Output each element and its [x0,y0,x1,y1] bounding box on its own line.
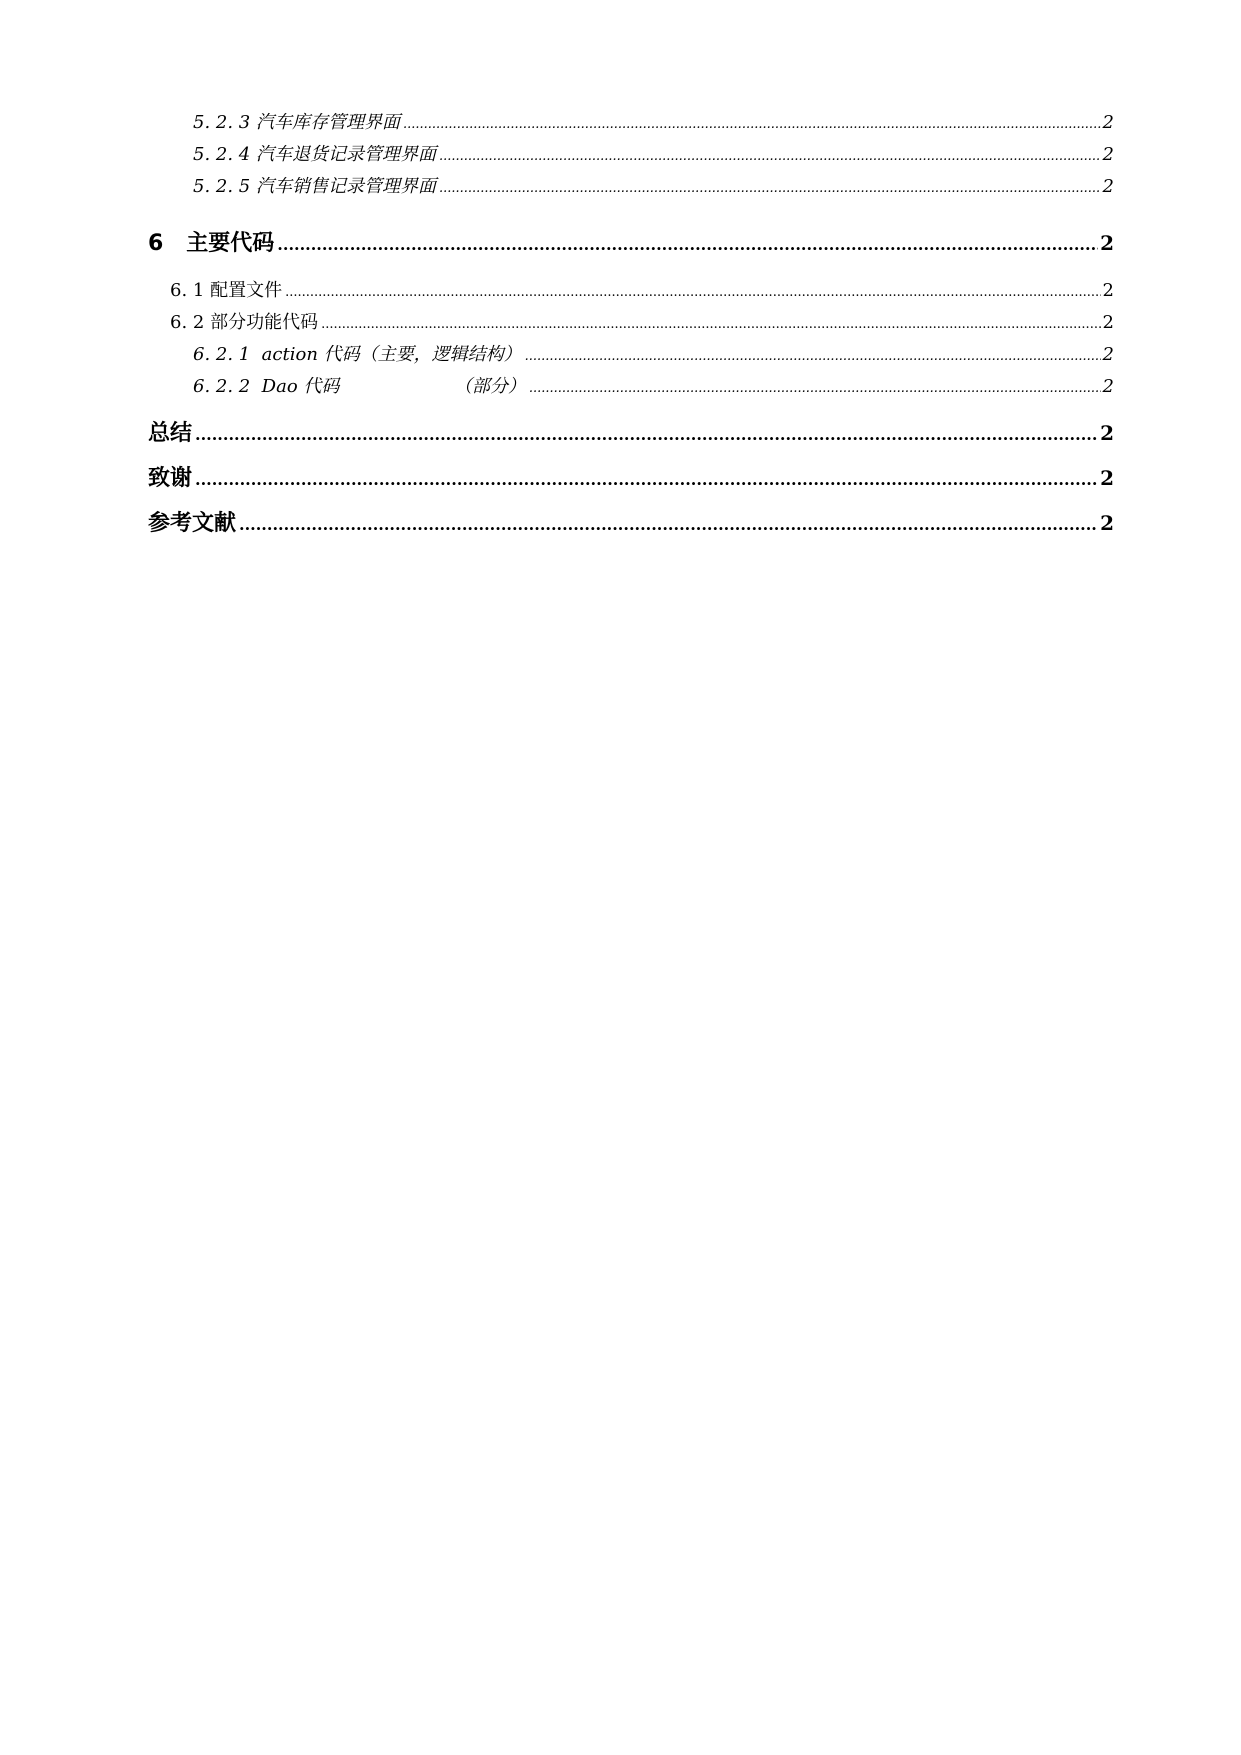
toc-entry-6-1[interactable] [170,276,1114,300]
toc-entry-label: 致谢 [148,466,193,491]
toc-page-number: 2 [1102,376,1114,397]
dot-leader [195,425,1098,444]
toc-page-number: 2 [1102,176,1114,197]
dot-leader [525,349,1101,364]
toc-entry-6-2-2[interactable] [193,372,1114,396]
toc-page-number: 2 [1102,312,1114,333]
dot-leader [321,317,1100,332]
toc-entry-label: 6. 2. 1 action 代码（主要，逻辑结构） [193,344,522,365]
toc-entry-acknowledgements[interactable] [148,461,1114,489]
toc-entry-label: 6. 1 配置文件 [170,280,283,301]
toc-entry-label: 参考文献 [148,511,237,536]
toc-entry-5-2-3[interactable] [193,108,1114,132]
toc-entry-5-2-5[interactable] [193,172,1114,196]
toc-entry-summary[interactable] [148,416,1114,444]
toc-page-number: 2 [1102,280,1114,301]
dot-leader [239,515,1098,534]
dot-leader [195,470,1098,489]
toc-page-number: 2 [1100,231,1114,255]
dot-leader [277,235,1098,254]
toc-entry-6-2[interactable] [170,308,1114,332]
toc-entry-5-2-4[interactable] [193,140,1114,164]
toc-entry-label: 6 主要代码 [148,231,275,256]
toc-entry-label: 5. 2. 4 汽车退货记录管理界面 [193,144,436,165]
toc-page-number: 2 [1102,112,1114,133]
toc-page-number: 2 [1100,466,1114,490]
toc-entry-label: 总结 [148,421,193,446]
dot-leader [403,117,1101,132]
toc-entry-label: 6. 2 部分功能代码 [170,312,319,333]
toc-page-number: 2 [1102,144,1114,165]
dot-leader [439,181,1101,196]
toc-entry-label: 5. 2. 3 汽车库存管理界面 [193,112,400,133]
toc-entry-label: 5. 2. 5 汽车销售记录管理界面 [193,176,436,197]
toc-page-number: 2 [1100,421,1114,445]
dot-leader [439,149,1101,164]
toc-page-number: 2 [1100,511,1114,535]
dot-leader [285,285,1100,300]
toc-entry-references[interactable] [148,506,1114,534]
dot-leader [529,381,1101,396]
toc-entry-6-2-1[interactable] [193,340,1114,364]
toc-entry-label: 6. 2. 2 Dao 代码 （部分） [193,376,526,397]
toc-entry-6[interactable] [148,226,1114,254]
toc-page-number: 2 [1102,344,1114,365]
